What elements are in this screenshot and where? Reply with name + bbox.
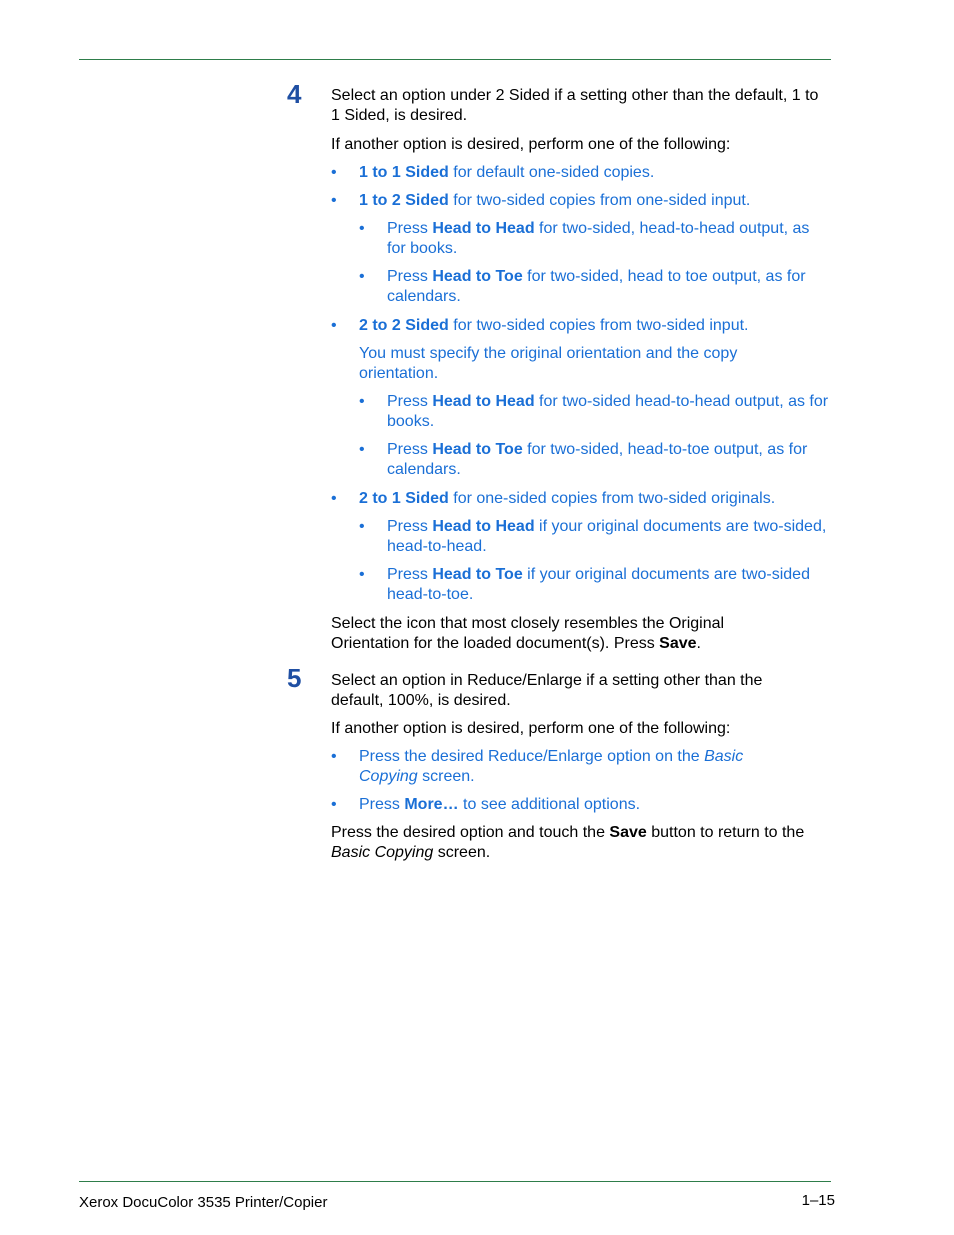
orientation-note: You must specify the original orientation and the copy orientation. bbox=[359, 345, 738, 382]
list-item-1-to-1-sided: • 1 to 1 Sided for default one-sided copies. bbox=[331, 164, 655, 181]
list-item-reduce-enlarge: • Press the desired Reduce/Enlarge option on the Basic Copying screen. bbox=[331, 748, 744, 785]
bullet: • bbox=[359, 566, 365, 583]
sub-item-head-to-toe-calendars-2: • Press Head to Toe for two-sided, head-to-toe output, as for calendars. bbox=[359, 441, 808, 478]
sub-item-head-to-head-books: • Press Head to Head for two-sided, head-to-head output, as for books. bbox=[359, 220, 810, 257]
list-item-2-to-2-sided: • 2 to 2 Sided for two-sided copies from two-sided input. bbox=[331, 317, 749, 334]
bullet: • bbox=[331, 192, 337, 209]
step-4-lead: If another option is desired, perform one of the following: bbox=[331, 136, 731, 153]
list-item-more: • Press More… to see additional options. bbox=[331, 796, 641, 813]
bullet: • bbox=[331, 748, 337, 765]
bullet: • bbox=[331, 164, 337, 181]
bullet: • bbox=[359, 393, 365, 410]
bullet: • bbox=[359, 268, 365, 285]
list-item-1-to-2-sided: • 1 to 2 Sided for two-sided copies from one-sided input. bbox=[331, 192, 751, 209]
bullet: • bbox=[359, 220, 365, 237]
step-5-number: 5 bbox=[287, 663, 302, 693]
sub-item-head-to-toe-calendars: • Press Head to Toe for two-sided, head to toe output, as for calendars. bbox=[359, 268, 806, 305]
bullet: • bbox=[359, 441, 365, 458]
list-item-2-to-1-sided: • 2 to 1 Sided for one-sided copies from two-sided originals. bbox=[331, 490, 776, 507]
step-4-number: 4 bbox=[287, 79, 302, 109]
bullet: • bbox=[359, 518, 365, 535]
step-4-closing: Select the icon that most closely resembles the Original Orientation for the loaded document(s). Press Save. bbox=[331, 615, 725, 652]
header-rule bbox=[79, 59, 831, 60]
sub-item-head-to-toe-originals: • Press Head to Toe if your original documents are two-sided head-to-toe. bbox=[359, 566, 810, 603]
bullet: • bbox=[331, 317, 337, 334]
bullet: • bbox=[331, 796, 337, 813]
step-5-closing: Press the desired option and touch the Save button to return to the Basic Copying screen. bbox=[331, 824, 805, 861]
sub-item-head-to-head-books-2: • Press Head to Head for two-sided head-to-head output, as for books. bbox=[359, 393, 829, 430]
sub-item-head-to-head-originals: • Press Head to Head if your original documents are two-sided, head-to-head. bbox=[359, 518, 827, 555]
page-number: 1–15 bbox=[801, 1192, 835, 1209]
step-4-intro: Select an option under 2 Sided if a setting other than the default, 1 to 1 Sided, is desired. bbox=[331, 87, 819, 124]
step-5-intro: Select an option in Reduce/Enlarge if a setting other than the default, 100%, is desired. bbox=[331, 672, 763, 709]
footer-rule bbox=[79, 1181, 831, 1182]
footer-product-name: Xerox DocuColor 3535 Printer/Copier bbox=[79, 1194, 328, 1211]
bullet: • bbox=[331, 490, 337, 507]
step-5-lead: If another option is desired, perform one of the following: bbox=[331, 720, 731, 737]
